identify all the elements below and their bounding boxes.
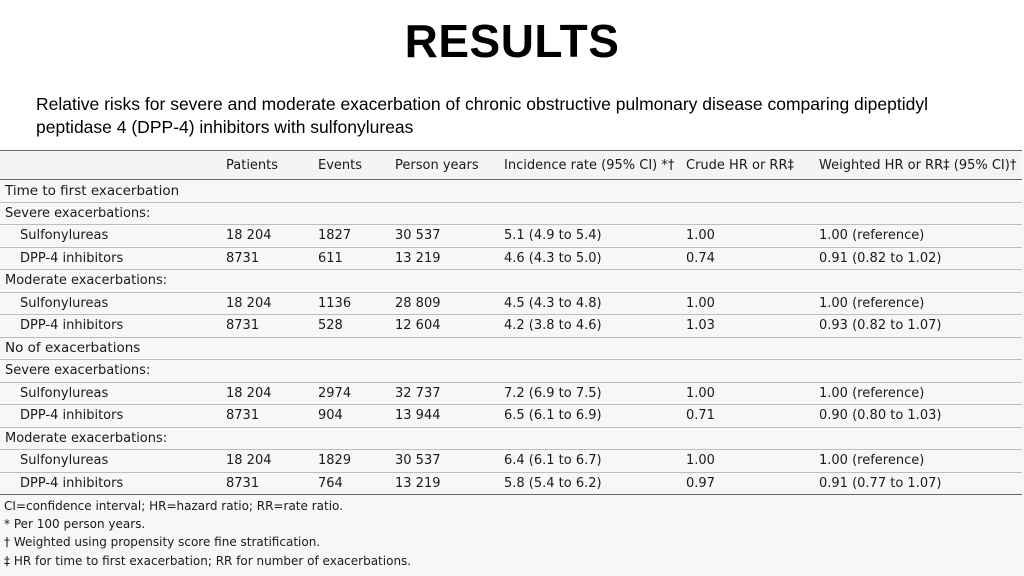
footnote: CI=confidence interval; HR=hazard ratio; RR=rate ratio. bbox=[4, 499, 343, 513]
group-label: Severe exacerbations: bbox=[0, 202, 1022, 225]
table-cell: 1.03 bbox=[686, 315, 819, 338]
table-cell: 2974 bbox=[318, 382, 395, 405]
table-cell: 1.00 bbox=[686, 450, 819, 473]
header-events: Events bbox=[318, 151, 395, 180]
table-row bbox=[0, 382, 1022, 405]
table-cell: 0.93 (0.82 to 1.07) bbox=[819, 315, 1022, 338]
table-cell: 5.8 (5.4 to 6.2) bbox=[504, 472, 686, 495]
table-cell: 30 537 bbox=[395, 225, 504, 248]
table-row bbox=[0, 292, 1022, 315]
table-cell: 1.00 bbox=[686, 292, 819, 315]
table-cell: 764 bbox=[318, 472, 395, 495]
table-cell: 13 944 bbox=[395, 405, 504, 428]
table-cell: 1.00 bbox=[686, 225, 819, 248]
group-row bbox=[0, 427, 1022, 450]
footnote: ‡ HR for time to first exacerbation; RR for number of exacerbations. bbox=[4, 553, 412, 568]
table-cell: 13 219 bbox=[395, 247, 504, 270]
table-cell: 30 537 bbox=[395, 450, 504, 473]
table-cell: 18 204 bbox=[226, 382, 318, 405]
section-label: No of exacerbations bbox=[0, 337, 1022, 360]
row-label: DPP-4 inhibitors bbox=[0, 472, 226, 495]
row-label: DPP-4 inhibitors bbox=[0, 405, 226, 428]
header-label bbox=[0, 151, 226, 180]
table-row bbox=[0, 450, 1022, 473]
footnote: * Per 100 person years. bbox=[4, 517, 146, 532]
table-cell: 1.00 bbox=[686, 382, 819, 405]
table-cell: 6.4 (6.1 to 6.7) bbox=[504, 450, 686, 473]
section-row bbox=[0, 180, 1022, 203]
table-cell: 1.00 (reference) bbox=[819, 382, 1022, 405]
table-cell: 528 bbox=[318, 315, 395, 338]
table-cell: 0.90 (0.80 to 1.03) bbox=[819, 405, 1022, 428]
table-row bbox=[0, 247, 1022, 270]
table-cell: 12 604 bbox=[395, 315, 504, 338]
table-cell: 32 737 bbox=[395, 382, 504, 405]
results-table bbox=[0, 150, 1022, 495]
table-cell: 0.91 (0.82 to 1.02) bbox=[819, 247, 1022, 270]
table-cell: 18 204 bbox=[226, 225, 318, 248]
row-label: Sulfonylureas bbox=[0, 225, 226, 248]
table-cell: 7.2 (6.9 to 7.5) bbox=[504, 382, 686, 405]
table-cell: 1.00 (reference) bbox=[819, 292, 1022, 315]
group-row bbox=[0, 360, 1022, 383]
group-label: Moderate exacerbations: bbox=[0, 270, 1022, 293]
table-body bbox=[0, 180, 1022, 495]
table-cell: 1.00 (reference) bbox=[819, 450, 1022, 473]
table-cell: 4.5 (4.3 to 4.8) bbox=[504, 292, 686, 315]
table-cell: 18 204 bbox=[226, 292, 318, 315]
section-label: Time to first exacerbation bbox=[0, 180, 1022, 203]
table-row bbox=[0, 315, 1022, 338]
section-row bbox=[0, 337, 1022, 360]
row-label: Sulfonylureas bbox=[0, 382, 226, 405]
table-cell: 5.1 (4.9 to 5.4) bbox=[504, 225, 686, 248]
table-cell: 8731 bbox=[226, 315, 318, 338]
table-header-row bbox=[0, 151, 1022, 180]
table-cell: 4.2 (3.8 to 4.6) bbox=[504, 315, 686, 338]
table-cell: 0.71 bbox=[686, 405, 819, 428]
footnotes bbox=[0, 495, 1024, 570]
table-cell: 904 bbox=[318, 405, 395, 428]
table-cell: 8731 bbox=[226, 247, 318, 270]
row-label: DPP-4 inhibitors bbox=[0, 247, 226, 270]
table-row bbox=[0, 405, 1022, 428]
table-cell: 8731 bbox=[226, 472, 318, 495]
table-row bbox=[0, 225, 1022, 248]
table-cell: 1827 bbox=[318, 225, 395, 248]
table-cell: 28 809 bbox=[395, 292, 504, 315]
table-cell: 1136 bbox=[318, 292, 395, 315]
group-label: Moderate exacerbations: bbox=[0, 427, 1022, 450]
row-label: Sulfonylureas bbox=[0, 450, 226, 473]
table-cell: 0.97 bbox=[686, 472, 819, 495]
table-cell: 6.5 (6.1 to 6.9) bbox=[504, 405, 686, 428]
group-row bbox=[0, 270, 1022, 293]
header-weighted-hr: Weighted HR or RR‡ (95% CI)† bbox=[819, 151, 1022, 180]
table-cell: 0.74 bbox=[686, 247, 819, 270]
table-cell: 18 204 bbox=[226, 450, 318, 473]
table-cell: 8731 bbox=[226, 405, 318, 428]
table-cell: 4.6 (4.3 to 5.0) bbox=[504, 247, 686, 270]
header-patients: Patients bbox=[226, 151, 318, 180]
footnote: † Weighted using propensity score fine stratification. bbox=[4, 535, 321, 550]
results-table-panel bbox=[0, 150, 1024, 576]
header-crude-hr: Crude HR or RR‡ bbox=[686, 151, 819, 180]
group-label: Severe exacerbations: bbox=[0, 360, 1022, 383]
group-row bbox=[0, 202, 1022, 225]
header-incidence-rate: Incidence rate (95% CI) *† bbox=[504, 151, 686, 180]
table-row bbox=[0, 472, 1022, 495]
header-person-years: Person years bbox=[395, 151, 504, 180]
table-cell: 1829 bbox=[318, 450, 395, 473]
table-cell: 1.00 (reference) bbox=[819, 225, 1022, 248]
table-cell: 611 bbox=[318, 247, 395, 270]
table-cell: 0.91 (0.77 to 1.07) bbox=[819, 472, 1022, 495]
table-caption: Relative risks for severe and moderate exacerbation of chronic obstructive pulmonary disease comparing dipeptidyl peptidase 4 (DPP-4) inhibitors with sulfonylureas bbox=[36, 94, 928, 137]
table-cell: 13 219 bbox=[395, 472, 504, 495]
slide-title: RESULTS bbox=[404, 15, 620, 67]
row-label: DPP-4 inhibitors bbox=[0, 315, 226, 338]
row-label: Sulfonylureas bbox=[0, 292, 226, 315]
